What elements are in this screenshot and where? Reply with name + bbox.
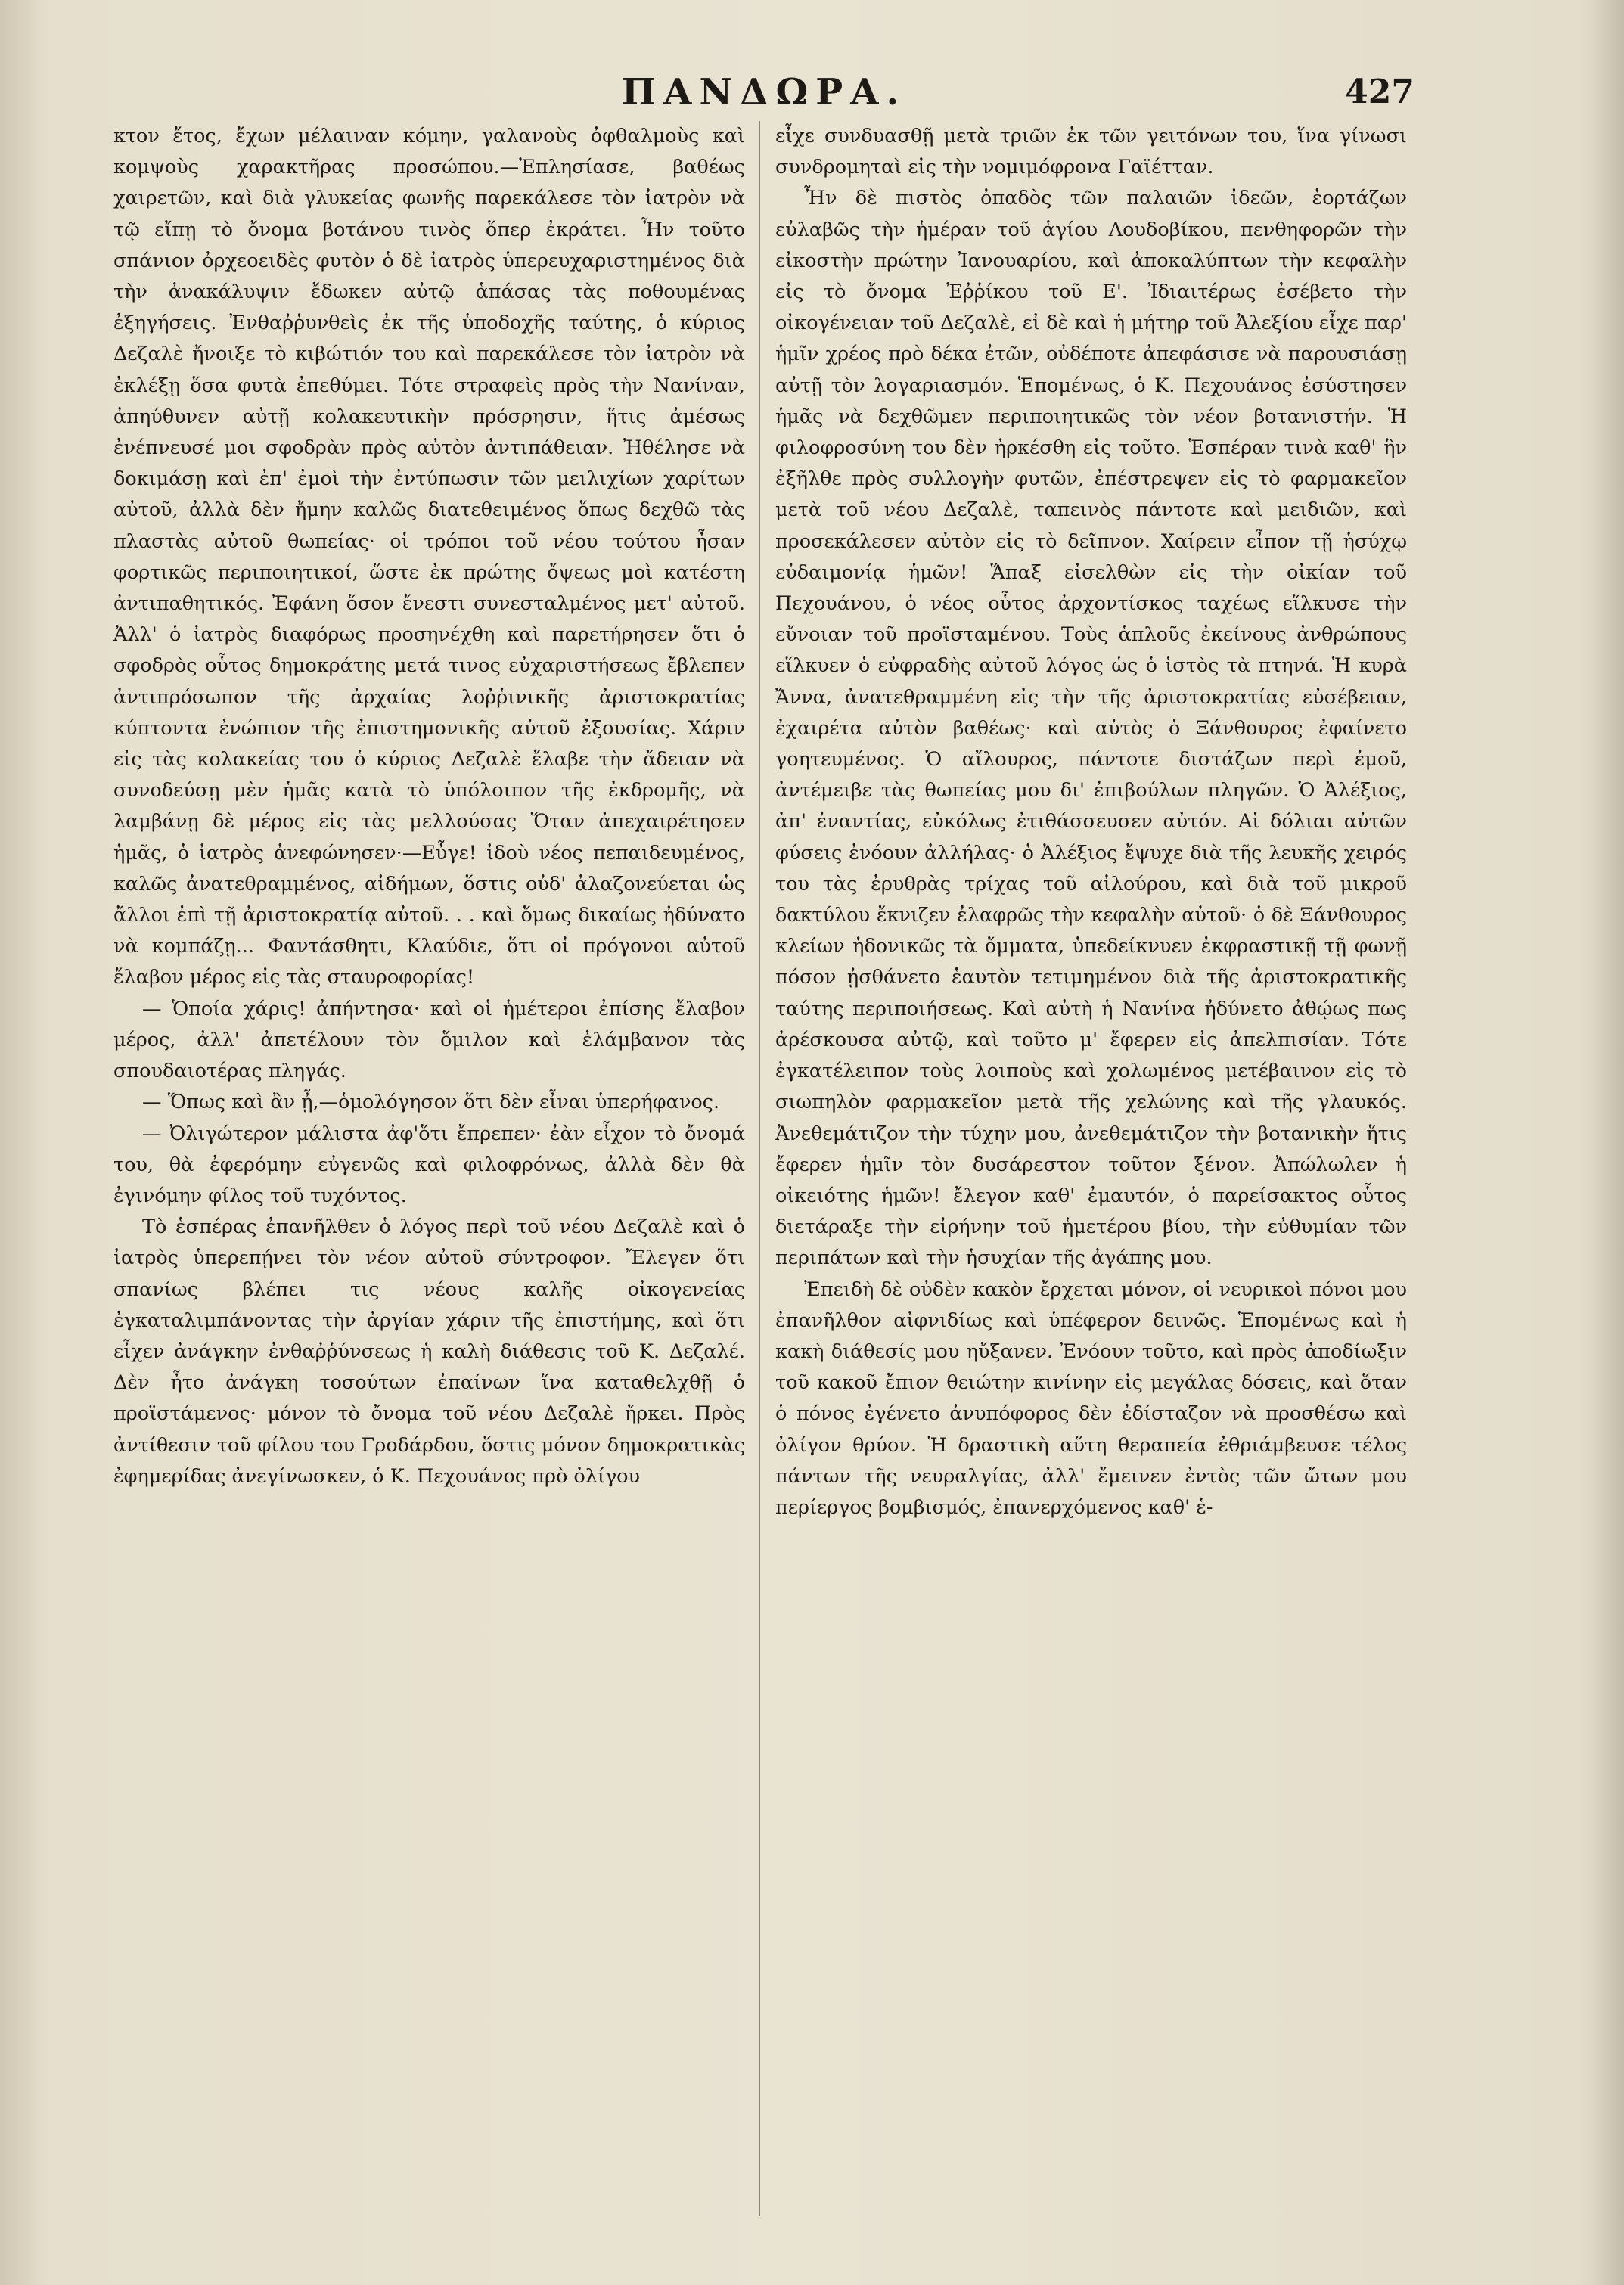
- page-header: [113, 70, 1414, 115]
- paragraph: Ἐπειδὴ δὲ οὐδὲν κακὸν ἔρχεται μόνον, οἱ νευρικοὶ πόνοι μου ἐπανῆλθον αἰφνιδίως καὶ ὑπέφερον δεινῶς. Ἑπομένως καὶ ἡ κακὴ διάθεσίς μου ηὔξανεν. Ἐνόουν τοῦτο, καὶ πρὸς ἀποδίωξιν τοῦ κακοῦ ἔπιον θειώτην κινίνην εἰς μεγάλας δόσεις, καὶ ὅταν ὁ πόνος ἐγένετο ἀνυπόφορος δὲν ἐδίσταζον νὰ προσθέσω καὶ ὀλίγον θρύον. Ἡ δραστικὴ αὕτη θεραπεία ἐθριάμβευσε τέλος πάντων τῆς νευραλγίας, ἀλλ' ἔμεινεν ἐντὸς τῶν ὤτων μου περίεργος βομβισμός, ἐπανερχόμενος καθ' ἑ-: [775, 1278, 1407, 1519]
- paragraph: — Ὀλιγώτερον μάλιστα ἀφ'ὅτι ἔπρεπεν· ἐὰν εἶχον τὸ ὄνομά του, θὰ ἐφερόμην εὐγενῶς καὶ φιλοφρόνως, ἀλλὰ δὲν θὰ ἐγινόμην φίλος τοῦ τυχόντος.: [113, 1122, 745, 1207]
- paragraph: — Ὁποία χάρις! ἀπήντησα· καὶ οἱ ἡμέτεροι ἐπίσης ἔλαβον μέρος, ἀλλ' ἀπετέλουν τὸν ὅμιλον καὶ ἐλάμβανον τὰς σπουδαιοτέρας πληγάς.: [113, 997, 745, 1083]
- running-title: ΠΑΝΔΩΡΑ.: [621, 71, 907, 113]
- page-edge-shadow: [1594, 0, 1624, 2285]
- paragraph: — Ὅπως καὶ ἂν ᾖ,—ὁμολόγησον ὅτι δὲν εἶναι ὑπερήφανος.: [142, 1091, 720, 1114]
- page-number: 427: [1345, 73, 1414, 111]
- left-column: [113, 121, 745, 2216]
- paragraph: κτον ἔτος, ἔχων μέλαιναν κόμην, γαλανοὺς ὀφθαλμοὺς καὶ κομψοὺς χαρακτῆρας προσώπου.—Ἐπλησίασε, βαθέως χαιρετῶν, καὶ διὰ γλυκείας φωνῆς παρεκάλεσε τὸν ἰατρὸν νὰ τῷ εἴπῃ τὸ ὄνομα βοτάνου τινὸς ὅπερ ἐκράτει. Ἦν τοῦτο σπάνιον ὀρχεοειδὲς φυτὸν ὁ δὲ ἰατρὸς ὑπερευχαριστημένος διὰ τὴν ἀνακάλυψιν ἔδωκεν αὐτῷ ἁπάσας τὰς ποθουμένας ἐξηγήσεις. Ἐνθαῤῥυνθεὶς ἐκ τῆς ὑποδοχῆς ταύτης, ὁ κύριος Δεζαλὲ ἤνοιξε τὸ κιβώτιόν του καὶ παρεκάλεσε τὸν ἰατρὸν νὰ ἐκλέξῃ ὅσα φυτὰ ἐπεθύμει. Τότε στραφεὶς πρὸς τὴν Νανίναν, ἀπηύθυνεν αὐτῇ κολακευτικὴν πρόσρησιν, ἥτις ἀμέσως ἐνέπνευσέ μοι σφοδρὰν πρὸς αὐτὸν ἀντιπάθειαν. Ἠθέλησε νὰ δοκιμάσῃ καὶ ἐπ' ἐμοὶ τὴν ἐντύπωσιν τῶν μειλιχίων χαρίτων αὐτοῦ, ἀλλὰ δὲν ἤμην καλῶς διατεθειμένος ὅπως δεχθῶ τὰς πλαστὰς αὐτοῦ θωπείας· οἱ τρόποι τοῦ νέου τούτου ἦσαν φορτικῶς περιποιητικοί, ὥστε ἐκ πρώτης ὄψεως μοὶ κατέστη ἀντιπαθητικός. Ἐφάνη ὅσον ἔνεστι συνεσταλμένος μετ' αὐτοῦ. Ἀλλ' ὁ ἰατρὸς διαφόρως προσηνέχθη καὶ παρετήρησεν ὅτι ὁ σφοδρὸς οὗτος δημοκράτης μετά τινος εὐχαριστήσεως ἔβλεπεν ἀντιπρόσωπον τῆς ἀρχαίας λοῤῥινικῆς ἀριστοκρατίας κύπτοντα ἐνώπιον τῆς ἐπιστημονικῆς αὐτοῦ ἐξουσίας. Χάριν εἰς τὰς κολακείας του ὁ κύριος Δεζαλὲ ἔλαβε τὴν ἄδειαν νὰ συνοδεύσῃ μὲν ἡμᾶς κατὰ τὸ ὑπόλοιπον τῆς ἐκδρομῆς, νὰ λαμβάνῃ δὲ μέρος εἰς τὰς μελλούσας Ὅταν ἀπεχαιρέτησεν ἡμᾶς, ὁ ἰατρὸς ἀνεφώνησεν·—Εὖγε! ἰδοὺ νέος πεπαιδευμένος, καλῶς ἀνατεθραμμένος, αἰδήμων, ὅστις οὐδ' ἀλαζονεύεται ὡς ἄλλοι ἐπὶ τῇ ἀριστοκρατίᾳ αὐτοῦ. . . καὶ ὅμως δικαίως ἠδύνατο νὰ κομπάζῃ... Φαντάσθητι, Κλαύδιε, ὅτι οἱ πρόγονοι αὐτοῦ ἔλαβον μέρος εἰς τὰς σταυροφορίας!: [113, 125, 745, 989]
- paragraph: Ἦν δὲ πιστὸς ὀπαδὸς τῶν παλαιῶν ἰδεῶν, ἑορτάζων εὐλαβῶς τὴν ἡμέραν τοῦ ἁγίου Λουδοβίκου, πενθηφορῶν τὴν εἰκοστὴν πρώτην Ἰανουαρίου, καὶ ἀποκαλύπτων τὴν κεφαλὴν εἰς τὸ ὄνομα Ἐῤῥίκου τοῦ Ε'. Ἰδιαιτέρως ἐσέβετο τὴν οἰκογένειαν τοῦ Δεζαλὲ, εἰ δὲ καὶ ἡ μήτηρ τοῦ Ἀλεξίου εἶχε παρ' ἡμῖν χρέος πρὸ δέκα ἐτῶν, οὐδέποτε ἀπεφάσισε νὰ παρουσιάσῃ αὐτῇ τὸν λογαριασμόν. Ἑπομένως, ὁ Κ. Πεχουάνος ἐσύστησεν ἡμᾶς νὰ δεχθῶμεν περιποιητικῶς τὸν νέον βοτανιστήν. Ἡ φιλοφροσύνη του δὲν ἠρκέσθη εἰς τοῦτο. Ἑσπέραν τινὰ καθ' ἣν ἐξῆλθε πρὸς συλλογὴν φυτῶν, ἐπέστρεψεν εἰς τὸ φαρμακεῖον μετὰ τοῦ νέου Δεζαλὲ, ταπεινὸς πάντοτε καὶ μειδιῶν, καὶ προσεκάλεσεν αὐτὸν εἰς τὸ δεῖπνον. Χαίρειν εἶπον τῇ ἡσύχῳ εὐδαιμονίᾳ ἡμῶν! Ἅπαξ εἰσελθὼν εἰς τὴν οἰκίαν τοῦ Πεχουάνου, ὁ νέος οὗτος ἀρχοντίσκος ταχέως εἵλκυσε τὴν εὔνοιαν τοῦ προϊσταμένου. Τοὺς ἁπλοῦς ἐκείνους ἀνθρώπους εἵλκυεν ὁ εὐφραδὴς αὐτοῦ λόγος ὡς ὁ ἱστὸς τὰ πτηνά. Ἡ κυρὰ Ἄννα, ἀνατεθραμμένη εἰς τὴν τῆς ἀριστοκρατίας εὐσέβειαν, ἐχαιρέτα αὐτὸν βαθέως· καὶ αὐτὸς ὁ Ξάνθουρος ἐφαίνετο γοητευμένος. Ὁ αἴλουρος, πάντοτε διστάζων περὶ ἐμοῦ, ἀντέμειβε τὰς θωπείας μου δι' ἐπιβούλων πληγῶν. Ὁ Ἀλέξιος, ἀπ' ἐναντίας, εὐκόλως ἐτιθάσσευσεν αὐτόν. Αἱ δόλιαι αὐτῶν φύσεις ἐνόουν ἀλλήλας· ὁ Ἀλέξιος ἔψυχε διὰ τῆς λευκῆς χειρός του τὰς ἐρυθρὰς τρίχας τοῦ αἰλούρου, καὶ διὰ τοῦ μικροῦ δακτύλου ἔκνιζεν ἐλαφρῶς τὴν κεφαλὴν αὐτοῦ· ὁ δὲ Ξάνθουρος κλείων ἡδονικῶς τὰ ὄμματα, ὑπεδείκνυεν ἐκφραστικῇ τῇ φωνῇ πόσον ᾐσθάνετο ἑαυτὸν τετιμημένον διὰ τῆς ἀριστοκρατικῆς ταύτης περιποιήσεως. Καὶ αὐτὴ ἡ Νανίνα ἠδύνετο ἀθῴως πως ἀρέσκουσα αὐτῷ, καὶ τοῦτο μ' ἔφερεν εἰς ἀπελπισίαν. Τότε ἐγκατέλειπον τοὺς λοιποὺς καὶ χολωμένος μετέβαινον εἰς τὸ σιωπηλὸν φαρμακεῖον μετὰ τῆς χελώνης καὶ τῆς γλαυκός. Ἀνεθεμάτιζον τὴν τύχην μου, ἀνεθεμάτιζον τὴν βοτανικὴν ἥτις ἔφερεν ἡμῖν τὸν δυσάρεστον τοῦτον ξένον. Ἀπώλωλεν ἡ οἰκειότης ἡμῶν! ἔλεγον καθ' ἐμαυτόν, ὁ παρείσακτος οὗτος διετάραξε τὴν εἰρήνην τοῦ ἡμετέρου βίου, τὴν εὐθυμίαν τῶν περιπάτων καὶ τὴν ἡσυχίαν τῆς ἀγάπης μου.: [775, 187, 1407, 1270]
- right-column: [775, 121, 1407, 2216]
- paragraph: Τὸ ἑσπέρας ἐπανῆλθεν ὁ λόγος περὶ τοῦ νέου Δεζαλὲ καὶ ὁ ἰατρὸς ὑπερεπῄνει τὸν νέον αὐτοῦ σύντροφον. Ἔλεγεν ὅτι σπανίως βλέπει τις νέους καλῆς οἰκογενείας ἐγκαταλιμπάνοντας τὴν ἀργίαν χάριν τῆς ἐπιστήμης, καὶ ὅτι εἶχεν ἀνάγκην ἐνθαῤῥύνσεως ἡ καλὴ διάθεσις τοῦ Κ. Δεζαλέ. Δὲν ἦτο ἀνάγκη τοσούτων ἐπαίνων ἵνα καταθελχθῇ ὁ προϊστάμενος· μόνον τὸ ὄνομα τοῦ νέου Δεζαλὲ ἤρκει. Πρὸς ἀντίθεσιν τοῦ φίλου του Γροδάρδου, ὅστις μόνον δημοκρατικὰς ἐφημερίδας ἀνεγίνωσκεν, ὁ Κ. Πεχουάνος πρὸ ὀλίγου: [113, 1215, 745, 1488]
- paragraph: εἶχε συνδυασθῇ μετὰ τριῶν ἐκ τῶν γειτόνων του, ἵνα γίνωσι συνδρομηταὶ εἰς τὴν νομιμόφρονα Γαϊέτταν.: [775, 125, 1407, 179]
- column-divider: [759, 121, 760, 2216]
